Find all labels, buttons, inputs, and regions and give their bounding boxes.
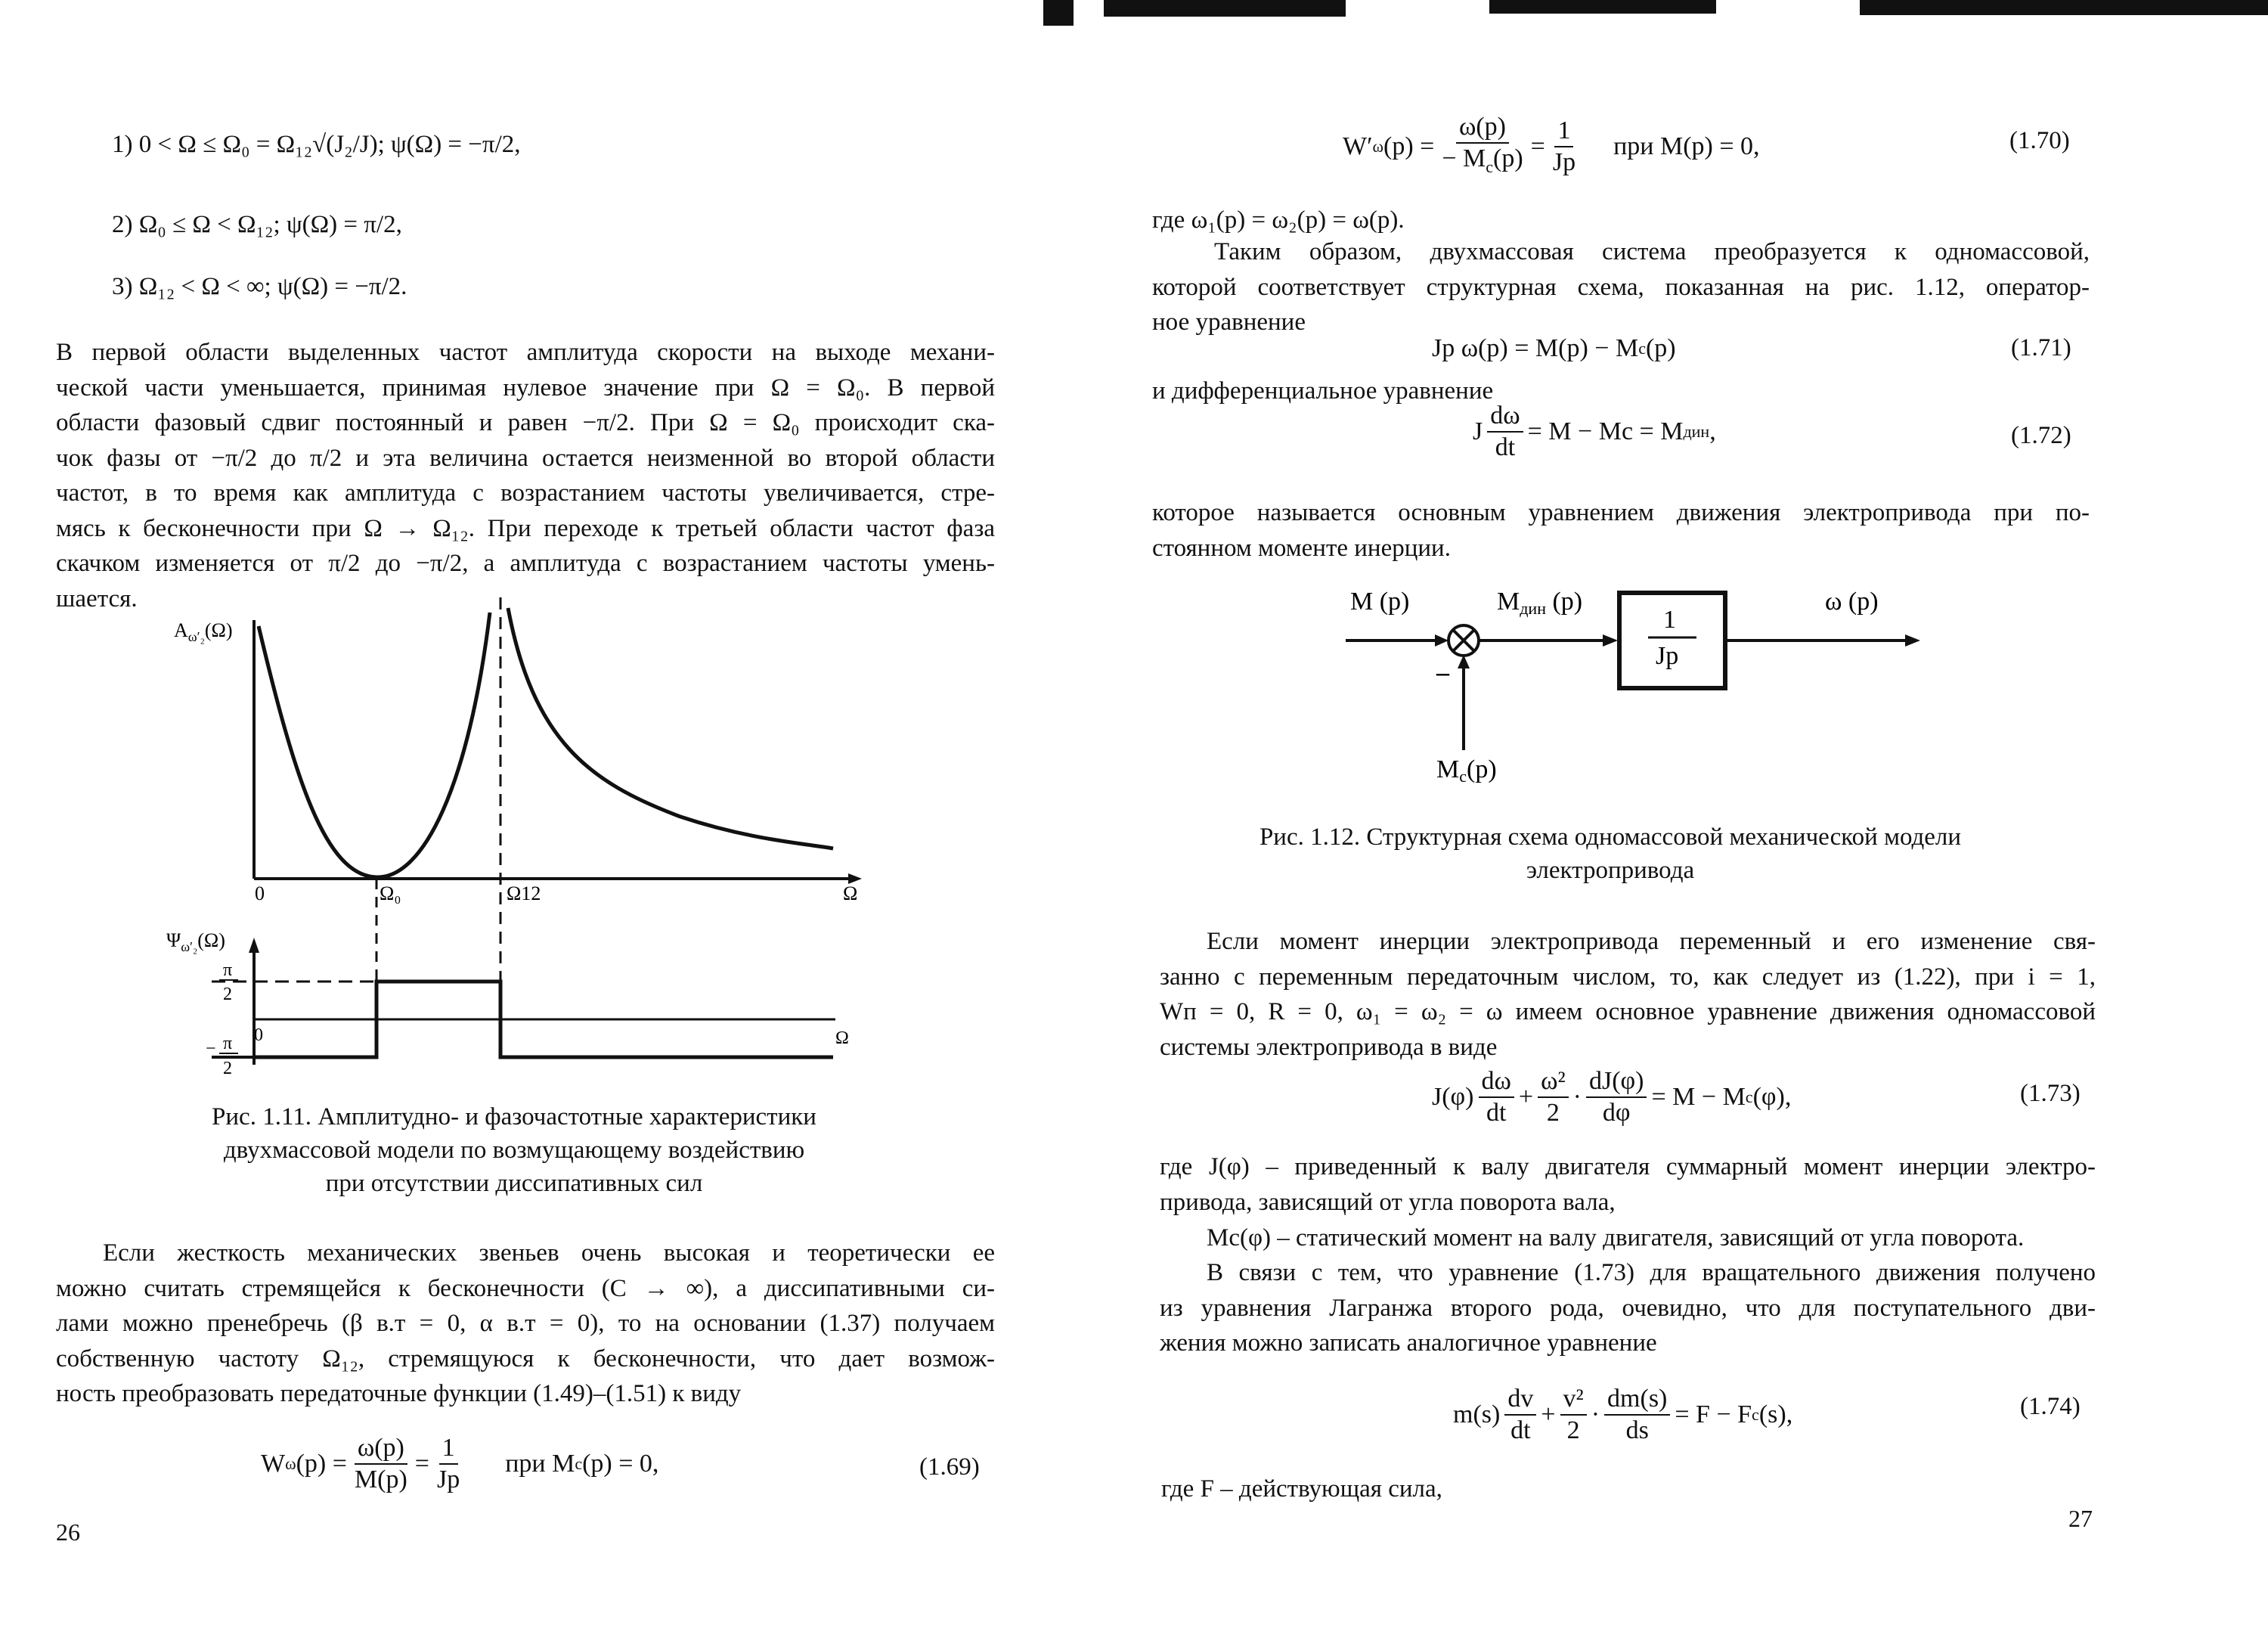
text-line: где J(φ) – приведенный к валу двигателя суммарный момент инерции электро- [1160, 1153, 2096, 1180]
left-paragraph-2 [56, 1236, 995, 1412]
equation-number-1-74: (1.74) [2020, 1393, 2081, 1420]
page-number-left: 26 [56, 1518, 80, 1546]
text-line: скачком изменяется от π/2 до −π/2, а амплитуда с возрастанием частоты умень- [56, 550, 995, 577]
right-paragraph-5: Mc(φ) – статический момент на валу двигателя, зависящий от угла поворота. [1207, 1224, 2025, 1251]
text-line: Если жесткость механических звеньев очень высокая и теоретически ее [103, 1239, 995, 1267]
tick-omega0: Ω₀ [380, 882, 401, 904]
figure-1-12 [1134, 575, 2268, 802]
caption-line: электропривода [1526, 857, 1695, 884]
mid-arrow [1603, 634, 1618, 647]
scan-edge-mark [1860, 0, 2268, 15]
disturbance-arrow [1458, 655, 1470, 668]
equation-number-1-73: (1.73) [2020, 1080, 2081, 1107]
tick-omega12: Ω12 [507, 882, 541, 904]
last-line: где F – действующая сила, [1161, 1475, 1442, 1503]
amp-curve-high [508, 608, 833, 848]
right-page [1134, 0, 2268, 1650]
left-paragraph-1 [56, 335, 995, 616]
text-line: Wп = 0, R = 0, ω₁ = ω₂ = ω имеем основное уравнение движения одномассовой [1160, 998, 2096, 1025]
where-line-1: где ω₁(p) = ω₂(p) = ω(p). [1152, 206, 1405, 234]
phase-y-arrow [249, 938, 259, 953]
scan-edge-mark [1043, 0, 1074, 26]
equation-1-69: W ω (p) = $\frac{\omega(p)}{M(p)}$ = $\frac{1}{Jp}$ при M c (p) = 0, [261, 1434, 659, 1493]
text-line: занно с переменным передаточным числом, то, как следует из (1.22), при i = 1, [1160, 963, 2096, 991]
equation-number-1-70: (1.70) [2009, 127, 2070, 154]
text-line: которой соответствует структурная схема, показанная на рис. 1.12, оператор- [1152, 273, 2090, 301]
pi-bottom-num: π [223, 1034, 233, 1053]
equation-number-1-71: (1.71) [2011, 334, 2071, 361]
phase-zero: 0 [254, 1025, 263, 1045]
text-line: В связи с тем, что уравнение (1.73) для вращательного движения получено [1207, 1259, 2096, 1286]
figure-1-12-caption [1194, 820, 2026, 887]
right-paragraph-1 [1152, 234, 2090, 340]
text-line: которое называется основным уравнением движения электропривода при по- [1152, 499, 2090, 526]
text-line: можно считать стремящейся к бесконечности (C → ∞), а диссипативными си- [56, 1274, 995, 1302]
text-line: собственную частоту Ω₁₂, стремящуюся к бесконечности, что дает возмож- [56, 1345, 995, 1372]
amp-label: $A_{\omega'_2}(\Omega)$ [174, 619, 233, 644]
right-paragraph-6 [1160, 1255, 2096, 1361]
scan-edge-mark [1489, 0, 1716, 14]
amp-curve-low [259, 613, 490, 877]
pi-top-num: π [223, 960, 233, 980]
text-line: стоянном моменте инерции. [1152, 534, 1451, 562]
text-line: ческой части уменьшается, принимая нулевое значение при Ω = Ω₀. В первой [56, 374, 995, 402]
case-2: 2) Ω₀ ≤ Ω < Ω₁₂; ψ(Ω) = π/2, [112, 211, 402, 238]
equation-1-74: m(s) $\frac{dv}{dt}$ + $\frac{\text{v²}}{2}$ · $\frac{dm(s)}{ds}$ = F − F c (s), [1453, 1385, 1793, 1444]
text-line: частот, в то время как амплитуда с возрастанием частоты увеличивается, стре- [56, 479, 995, 507]
pi-top-den: 2 [223, 985, 232, 1004]
figure-1-11 [0, 590, 1134, 1081]
text-line: из уравнения Лагранжа второго рода, очевидно, что для поступательного дви- [1160, 1294, 2096, 1322]
caption-line: Рис. 1.11. Амплитудно- и фазочастотные характеристики [212, 1103, 816, 1130]
text-line: мясь к бесконечности при Ω → Ω₁₂. При переходе к третьей области частот фаза [56, 514, 995, 542]
text-line: шается. [56, 585, 138, 613]
minus-sign: – [1436, 659, 1449, 687]
equation-number-1-69: (1.69) [919, 1453, 980, 1481]
text-line: системы электропривода в виде [1160, 1033, 1498, 1061]
equation-1-72: J $\frac{d\omega}{dt}$ = M − Mc = M дин , [1473, 402, 1716, 461]
text-line: лами можно пренебречь (β в.т = 0, α в.т = 0), то на основании (1.37) получаем [56, 1310, 995, 1337]
mid-label: Mдин (p) [1497, 588, 1583, 618]
equation-1-71: Jp ω(p) = M(p) − M c (p) [1432, 334, 1676, 362]
input-arrow [1435, 634, 1448, 647]
page-number-right: 27 [2068, 1505, 2093, 1532]
block-den: Jp [1656, 642, 1679, 670]
text-line: области фазовый сдвиг постоянный и равен −π/2. При Ω = Ω₀ происходит ска- [56, 409, 995, 436]
text-line: Если момент инерции электропривода переменный и его изменение свя- [1207, 928, 2096, 955]
disturbance-label: Mc(p) [1436, 755, 1497, 786]
text-line: В первой области выделенных частот амплитуда скорости на выходе механи- [56, 339, 995, 366]
right-paragraph-4 [1160, 1149, 2096, 1220]
case-1: 1) 0 < Ω ≤ Ω₀ = Ω₁₂√(J₂/J); ψ(Ω) = −π/2, [112, 131, 521, 158]
block-num: 1 [1663, 606, 1676, 634]
pi-bottom-den: 2 [223, 1059, 232, 1078]
equation-number-1-72: (1.72) [2011, 422, 2071, 449]
text-line: чок фазы от −π/2 до π/2 и эта величина остается неизменной во второй области [56, 444, 995, 472]
case-3: 3) Ω₁₂ < Ω < ∞; ψ(Ω) = −π/2. [112, 273, 407, 300]
output-arrow [1905, 634, 1920, 647]
tick-zero: 0 [255, 882, 265, 904]
text-line: ное уравнение [1152, 309, 1306, 336]
right-paragraph-3 [1160, 924, 2096, 1065]
phase-axis-omega: Ω [835, 1028, 849, 1048]
text-line: жения можно записать аналогичное уравнение [1160, 1329, 1657, 1357]
caption-line: при отсутствии диссипативных сил [325, 1170, 703, 1197]
diff-equation-intro: и дифференциальное уравнение [1152, 377, 1494, 405]
text-line: привода, зависящий от угла поворота вала, [1160, 1188, 1616, 1216]
caption-line: двухмассовой модели по возмущающему воздействию [223, 1137, 805, 1164]
equation-1-73: J(φ) $\frac{d\omega}{dt}$ + $\frac{\text{ω²}}{2}$ · $\frac{dJ(\varphi)}{d\varphi}$ = M − M c (φ), [1432, 1067, 1792, 1127]
right-paragraph-2 [1152, 495, 2090, 566]
equation-1-70: W′ ω (p) = $\frac{\omega(p)}{- M_c(p)}$ = $\frac{1}{Jp}$ при M(p) = 0, [1343, 113, 1760, 177]
caption-line: Рис. 1.12. Структурная схема одномассовой механической модели [1259, 823, 1962, 851]
phase-label: $\Psi_{\omega'_2}(\Omega)$ [166, 929, 225, 954]
text-line: Таким образом, двухмассовая система преобразуется к одномассовой, [1214, 238, 2090, 265]
scan-edge-mark [1104, 0, 1346, 17]
amp-axis-omega: Ω [843, 882, 858, 904]
figure-1-11-caption [136, 1100, 892, 1200]
input-label: M (p) [1350, 588, 1410, 616]
output-label: ω (p) [1825, 588, 1879, 616]
pi-bottom-minus: − [206, 1039, 216, 1059]
text-line: ность преобразовать передаточные функции (1.49)–(1.51) к виду [56, 1380, 742, 1407]
